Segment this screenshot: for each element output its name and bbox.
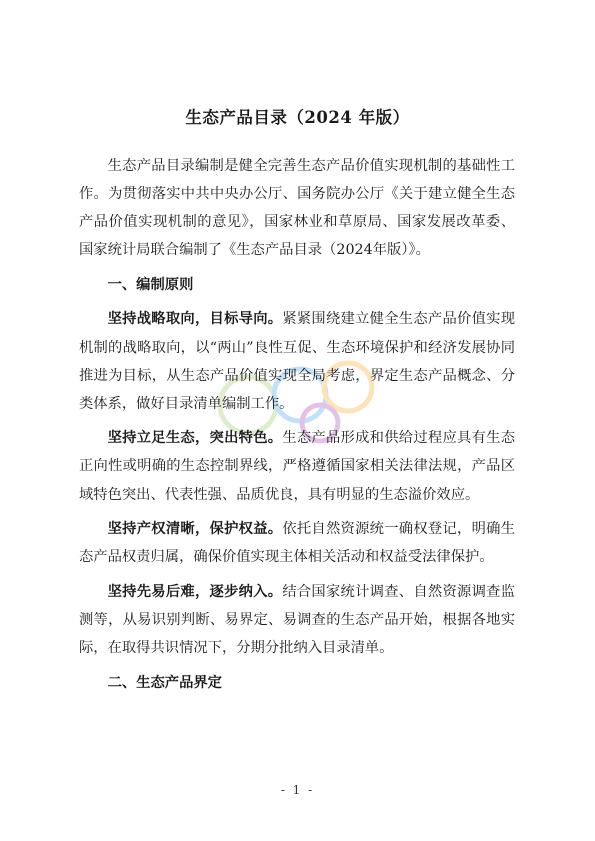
principle-paragraph-4 — [79, 578, 515, 662]
principle-text: 结合国家统计调查、自然资源调查监测等，从易识别判断、易界定、易调查的生态产品开始，根据各地实际，在取得共识情况下，分期分批纳入目录清单。 — [79, 583, 516, 656]
principle-lead: 坚持先易后难，逐步纳入。 — [107, 583, 283, 600]
page-number: - 1 - — [280, 783, 315, 797]
intro-paragraph: 生态产品目录编制是健全完善生态产品价值实现机制的基础性工作。为贯彻落实中共中央办公厅、国务院办公厅《关于建立健全生态产品价值实现机制的意见》，国家林业和草原局、国家发展改革委、国家统计局联合编制了《生态产品目录（2024年版）》。 — [79, 158, 515, 259]
document-title: 生态产品目录（2024 年版） — [185, 108, 410, 127]
principle-lead: 坚持战略取向，目标导向。 — [107, 311, 283, 328]
principle-text: 依托自然资源统一确权登记，明确生态产品权责归属，确保价值实现主体相关活动和权益受法律保护。 — [79, 521, 516, 566]
document-body — [79, 152, 515, 697]
principle-paragraph-1 — [79, 305, 515, 417]
principle-paragraph-3 — [79, 515, 515, 571]
principle-text: 紧紧围绕建立健全生态产品价值实现机制的战略取向，以“两山”良性互促、生态环境保护和经济发展协同推进为目标，从生态产品价值实现全局考虑，界定生态产品概念、分类体系，做好目录清单编制工作。 — [79, 311, 516, 412]
principle-lead: 坚持产权清晰，保护权益。 — [107, 521, 283, 538]
principle-paragraph-2 — [79, 424, 515, 508]
principle-text: 生态产品形成和供给过程应具有生态正向性或明确的生态控制界线，严格遵循国家相关法律法规，产品区域特色突出、代表性强、品质优良，具有明显的生态溢价效应。 — [79, 430, 516, 503]
principle-lead: 坚持立足生态，突出特色。 — [107, 430, 283, 447]
section-heading-principles: 一、编制原则 — [107, 276, 194, 293]
section-heading-definition: 二、生态产品界定 — [107, 674, 222, 691]
